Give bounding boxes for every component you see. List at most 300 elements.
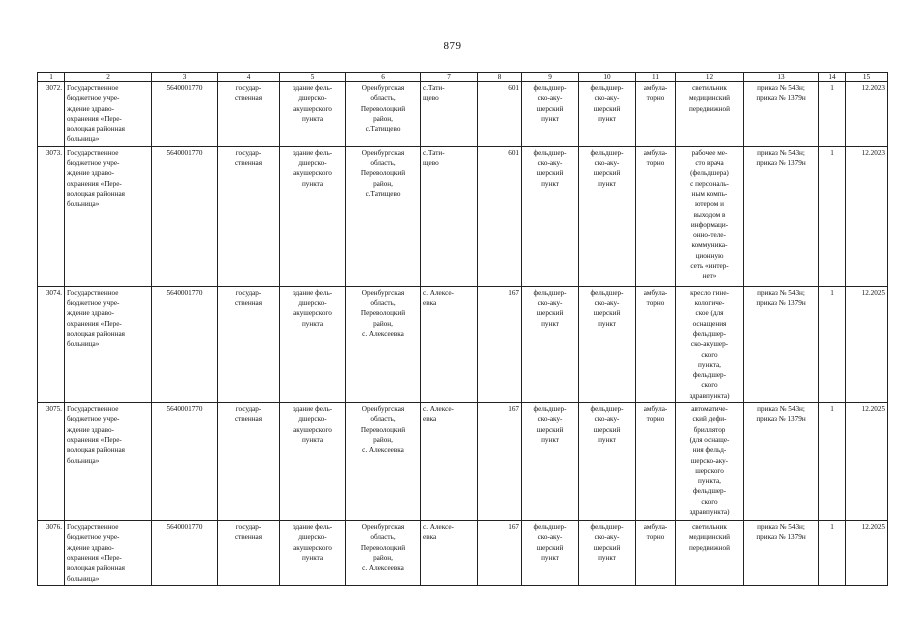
- table-cell: [522, 403, 579, 521]
- table-cell: [65, 521, 152, 586]
- cell-text: автоматиче-: [691, 405, 728, 414]
- cell-text: ждение здраво-: [67, 543, 114, 552]
- table-cell: [846, 82, 888, 147]
- column-number: 5: [280, 73, 346, 82]
- table-cell: [346, 286, 421, 402]
- cell-text: светильник: [692, 84, 727, 92]
- column-number: 15: [846, 73, 888, 82]
- table-cell: [522, 146, 579, 286]
- cell-text: Оренбургская: [361, 288, 405, 297]
- table-cell: [478, 521, 522, 586]
- cell-text: кресло гине-: [690, 288, 729, 297]
- cell-text: ско-аку-: [594, 415, 620, 424]
- cell-text: амбула-: [643, 84, 668, 92]
- cell-text: 601: [508, 148, 519, 157]
- table-cell: [65, 146, 152, 286]
- cell-text: Оренбургская: [361, 523, 405, 532]
- cell-text: пункт: [541, 553, 559, 562]
- table-cell: [579, 82, 636, 147]
- cell-text: Государственное: [67, 523, 119, 532]
- cell-text: (фельдшера): [690, 169, 729, 178]
- table-cell: [478, 403, 522, 521]
- cell-text: волоцкая районная: [67, 329, 125, 338]
- cell-text: шерский: [593, 543, 621, 552]
- cell-text: приказ № 543н;: [757, 148, 805, 157]
- cell-text: больница»: [67, 340, 100, 349]
- table-cell: [421, 82, 478, 147]
- cell-text: ственная: [234, 94, 263, 103]
- cell-text: охранения «Пере-: [67, 553, 122, 562]
- table-cell: [846, 403, 888, 521]
- cell-text: фельдшер-: [692, 371, 727, 380]
- table-row: [38, 82, 888, 147]
- cell-text: государ-: [235, 288, 262, 297]
- column-number: 12: [676, 73, 744, 82]
- cell-text: 167: [508, 288, 519, 297]
- cell-text: Переволоцкий: [360, 309, 406, 318]
- cell-text: 5640001770: [166, 148, 203, 157]
- cell-text: 167: [508, 405, 519, 414]
- table-cell: [579, 521, 636, 586]
- cell-text: фельдшер-: [533, 148, 567, 157]
- cell-text: Государственное: [67, 288, 119, 297]
- cell-text: государ-: [235, 148, 262, 157]
- cell-text: здание фель-: [292, 405, 333, 414]
- cell-text: приказ № 1379н: [756, 415, 806, 424]
- cell-text: торно: [646, 533, 665, 542]
- column-number: 7: [421, 73, 478, 82]
- cell-text: здание фель-: [292, 148, 333, 157]
- cell-text: с. Алексе-: [423, 405, 454, 414]
- cell-text: амбула-: [643, 288, 668, 297]
- cell-text: область,: [370, 533, 396, 542]
- cell-text: ское (для: [695, 309, 724, 318]
- cell-text: 3075.: [45, 405, 62, 414]
- cell-text: больница»: [67, 135, 100, 144]
- cell-text: район,: [373, 319, 393, 328]
- cell-text: 167: [508, 523, 519, 532]
- cell-text: ско-аку-: [537, 299, 563, 308]
- column-number: 13: [744, 73, 819, 82]
- cell-text: охранения «Пере-: [67, 319, 122, 328]
- cell-text: ско-аку-: [594, 299, 620, 308]
- cell-text: акушерского: [293, 104, 332, 113]
- cell-text: 12.2023: [861, 84, 885, 92]
- cell-text: 12.2025: [861, 288, 885, 297]
- cell-text: сеть «интер-: [690, 262, 729, 271]
- cell-text: бриллятор: [693, 425, 726, 434]
- table-cell: [65, 82, 152, 147]
- table-cell: [676, 286, 744, 402]
- cell-text: пункт: [598, 435, 616, 444]
- table-cell: [636, 403, 676, 521]
- table-cell: [636, 521, 676, 586]
- cell-text: 12.2025: [861, 405, 885, 414]
- cell-text: район,: [373, 179, 393, 188]
- cell-text: евка: [423, 533, 437, 542]
- column-number: 10: [579, 73, 636, 82]
- cell-text: волоцкая районная: [67, 125, 125, 134]
- cell-text: Государственное: [67, 84, 119, 92]
- table-cell: [152, 82, 218, 147]
- table-cell: [38, 146, 65, 286]
- cell-text: пункта,: [698, 477, 721, 486]
- table-cell: [744, 286, 819, 402]
- cell-text: 5640001770: [166, 405, 203, 414]
- table-cell: [421, 521, 478, 586]
- cell-text: Оренбургская: [361, 148, 405, 157]
- table-cell: [478, 286, 522, 402]
- cell-text: ско-аку-: [594, 159, 620, 168]
- cell-text: медицинский: [688, 94, 731, 103]
- table-cell: [152, 403, 218, 521]
- cell-text: 12.2023: [861, 148, 885, 157]
- cell-text: 1: [830, 84, 834, 92]
- cell-text: ния фельд-: [692, 446, 727, 455]
- cell-text: ждение здраво-: [67, 425, 114, 434]
- cell-text: медицинский: [688, 533, 731, 542]
- cell-text: пункта: [301, 435, 324, 444]
- table-cell: [819, 286, 846, 402]
- column-number: 9: [522, 73, 579, 82]
- cell-text: пункт: [541, 435, 559, 444]
- cell-text: ственная: [234, 415, 263, 424]
- cell-text: шерский: [536, 543, 564, 552]
- table-cell: [846, 521, 888, 586]
- cell-text: евка: [423, 299, 437, 308]
- cell-text: больница»: [67, 456, 100, 465]
- cell-text: фельдшер-: [590, 148, 624, 157]
- cell-text: 5640001770: [166, 288, 203, 297]
- table-cell: [218, 403, 280, 521]
- table-cell: [819, 82, 846, 147]
- cell-text: шерский: [593, 425, 621, 434]
- table-cell: [346, 403, 421, 521]
- table-cell: [152, 521, 218, 586]
- cell-text: шерский: [536, 169, 564, 178]
- page-number: 879: [443, 40, 462, 52]
- cell-text: ский дефи-: [692, 415, 727, 424]
- column-number: 8: [478, 73, 522, 82]
- cell-text: 1: [830, 405, 834, 414]
- table-cell: [744, 82, 819, 147]
- cell-text: 12.2025: [861, 523, 885, 532]
- cell-text: ско-аку-: [537, 415, 563, 424]
- cell-text: 3074.: [45, 288, 62, 297]
- cell-text: 3073.: [45, 148, 62, 157]
- cell-text: пункт: [541, 179, 559, 188]
- cell-text: с.Тати-: [423, 84, 445, 92]
- cell-text: больница»: [67, 200, 100, 209]
- table-cell: [152, 286, 218, 402]
- table-cell: [38, 403, 65, 521]
- table-cell: [280, 146, 346, 286]
- cell-text: 1: [830, 523, 834, 532]
- cell-text: бюджетное учре-: [67, 94, 120, 103]
- table-cell: [819, 403, 846, 521]
- cell-text: приказ № 1379н: [756, 159, 806, 168]
- table-cell: [38, 521, 65, 586]
- table-cell: [522, 82, 579, 147]
- table-cell: [218, 146, 280, 286]
- cell-text: 1: [830, 288, 834, 297]
- cell-text: онно-теле-: [693, 231, 726, 240]
- cell-text: шерского: [695, 466, 724, 475]
- cell-text: пункт: [598, 319, 616, 328]
- cell-text: шерский: [593, 309, 621, 318]
- table-cell: [744, 521, 819, 586]
- column-number: 1: [38, 73, 65, 82]
- table-row: [38, 146, 888, 286]
- table-cell: [65, 286, 152, 402]
- table-cell: [744, 403, 819, 521]
- table-row: [38, 403, 888, 521]
- cell-text: дшерско-: [298, 94, 327, 103]
- table-cell: [218, 286, 280, 402]
- table-cell: [421, 403, 478, 521]
- cell-text: приказ № 1379н: [756, 533, 806, 542]
- table-cell: [579, 286, 636, 402]
- cell-text: бюджетное учре-: [67, 415, 120, 424]
- cell-text: шерский: [536, 104, 564, 113]
- cell-text: фельдшер-: [533, 523, 567, 532]
- cell-text: Оренбургская: [361, 405, 405, 414]
- cell-text: бюджетное учре-: [67, 159, 120, 168]
- table-cell: [846, 286, 888, 402]
- cell-text: государ-: [235, 523, 262, 532]
- cell-text: акушерского: [293, 425, 332, 434]
- table-row: [38, 521, 888, 586]
- cell-text: ным компь-: [691, 189, 728, 198]
- cell-text: государ-: [235, 405, 262, 414]
- cell-text: район,: [373, 553, 393, 562]
- table-cell: [636, 286, 676, 402]
- cell-text: охранения «Пере-: [67, 114, 122, 123]
- table-cell: [152, 146, 218, 286]
- cell-text: дшерско-: [298, 533, 327, 542]
- cell-text: бюджетное учре-: [67, 299, 120, 308]
- cell-text: шерский: [536, 425, 564, 434]
- table-row: [38, 286, 888, 402]
- cell-text: пункта: [301, 114, 324, 123]
- cell-text: пункта,: [698, 360, 721, 369]
- cell-text: амбула-: [643, 523, 668, 532]
- cell-text: шерско-аку-: [690, 456, 729, 465]
- cell-text: 5640001770: [166, 523, 203, 532]
- column-number-row: [38, 73, 888, 82]
- cell-text: область,: [370, 299, 396, 308]
- table-cell: [819, 521, 846, 586]
- cell-text: здание фель-: [292, 523, 333, 532]
- cell-text: дшерско-: [298, 299, 327, 308]
- cell-text: ционную: [695, 251, 724, 260]
- cell-text: государ-: [235, 84, 262, 92]
- cell-text: (для оснаще-: [689, 435, 730, 444]
- cell-text: с.Татищево: [365, 125, 401, 134]
- cell-text: акушерского: [293, 543, 332, 552]
- cell-text: область,: [370, 415, 396, 424]
- cell-text: акушерского: [293, 309, 332, 318]
- cell-text: Оренбургская: [361, 84, 405, 92]
- cell-text: пункт: [598, 179, 616, 188]
- table-cell: [218, 521, 280, 586]
- cell-text: пункта: [301, 553, 324, 562]
- table-cell: [846, 146, 888, 286]
- cell-text: фельдшер-: [533, 288, 567, 297]
- column-number: 3: [152, 73, 218, 82]
- cell-text: ского: [701, 381, 718, 390]
- cell-text: приказ № 543н;: [757, 84, 805, 92]
- cell-text: область,: [370, 159, 396, 168]
- register-table: [37, 72, 888, 586]
- cell-text: приказ № 1379н: [756, 94, 806, 103]
- cell-text: Переволоцкий: [360, 104, 406, 113]
- cell-text: торно: [646, 415, 665, 424]
- cell-text: пункт: [541, 114, 559, 123]
- cell-text: 601: [508, 84, 519, 92]
- cell-text: фельдшер-: [590, 405, 624, 414]
- cell-text: район,: [373, 114, 393, 123]
- cell-text: амбула-: [643, 148, 668, 157]
- cell-text: нет»: [702, 272, 717, 281]
- cell-text: с. Алексе-: [423, 523, 454, 532]
- table-cell: [676, 146, 744, 286]
- column-number: 6: [346, 73, 421, 82]
- cell-text: пункт: [598, 114, 616, 123]
- table-cell: [744, 146, 819, 286]
- cell-text: фельдшер-: [590, 523, 624, 532]
- cell-text: ско-аку-: [537, 159, 563, 168]
- table-cell: [579, 146, 636, 286]
- cell-text: волоцкая районная: [67, 446, 125, 455]
- cell-text: ско-аку-: [537, 94, 563, 103]
- table-cell: [522, 521, 579, 586]
- table-cell: [38, 286, 65, 402]
- cell-text: охранения «Пере-: [67, 179, 122, 188]
- cell-text: ждение здраво-: [67, 169, 114, 178]
- table-cell: [522, 286, 579, 402]
- cell-text: ютером и: [695, 200, 724, 209]
- cell-text: бюджетное учре-: [67, 533, 120, 542]
- cell-text: ственная: [234, 159, 263, 168]
- cell-text: волоцкая районная: [67, 189, 125, 198]
- table-cell: [478, 82, 522, 147]
- cell-text: рабочее ме-: [691, 148, 728, 157]
- table-cell: [676, 521, 744, 586]
- table-cell: [346, 82, 421, 147]
- cell-text: больница»: [67, 574, 100, 583]
- cell-text: ского: [701, 497, 718, 506]
- table-cell: [421, 146, 478, 286]
- cell-text: с.Татищево: [365, 189, 401, 198]
- cell-text: 3072.: [45, 84, 62, 92]
- cell-text: с. Алексе-: [423, 288, 454, 297]
- cell-text: приказ № 543н;: [757, 405, 805, 414]
- cell-text: 1: [830, 148, 834, 157]
- cell-text: район,: [373, 435, 393, 444]
- table-cell: [819, 146, 846, 286]
- cell-text: дшерско-: [298, 159, 327, 168]
- cell-text: с.Тати-: [423, 148, 445, 157]
- cell-text: фельдшер-: [533, 84, 567, 92]
- cell-text: шерский: [536, 309, 564, 318]
- table-cell: [676, 82, 744, 147]
- cell-text: выходом в: [693, 210, 726, 219]
- table-cell: [579, 403, 636, 521]
- cell-text: шерский: [593, 169, 621, 178]
- cell-text: здравпункта): [689, 508, 730, 517]
- column-number: 2: [65, 73, 152, 82]
- cell-text: передвижной: [689, 104, 730, 113]
- column-number: 11: [636, 73, 676, 82]
- cell-text: ждение здраво-: [67, 104, 114, 113]
- cell-text: щево: [423, 94, 439, 103]
- cell-text: ско-аку-: [594, 94, 620, 103]
- cell-text: охранения «Пере-: [67, 435, 122, 444]
- table-cell: [280, 82, 346, 147]
- table-cell: [280, 286, 346, 402]
- cell-text: пункт: [541, 319, 559, 328]
- cell-text: оснащения: [692, 319, 727, 328]
- cell-text: с. Алексеевка: [362, 446, 404, 455]
- table-cell: [636, 82, 676, 147]
- table-cell: [346, 146, 421, 286]
- cell-text: приказ № 543н;: [757, 288, 805, 297]
- cell-text: щево: [423, 159, 439, 168]
- cell-text: 3076.: [45, 523, 62, 532]
- cell-text: волоцкая районная: [67, 564, 125, 573]
- cell-text: фельдшер-: [533, 405, 567, 414]
- cell-text: евка: [423, 415, 437, 424]
- cell-text: Переволоцкий: [360, 169, 406, 178]
- cell-text: здравпункта): [689, 391, 730, 400]
- cell-text: фельдшер-: [590, 288, 624, 297]
- cell-text: ско-аку-: [594, 533, 620, 542]
- cell-text: Переволоцкий: [360, 425, 406, 434]
- cell-text: дшерско-: [298, 415, 327, 424]
- cell-text: фельдшер-: [590, 84, 624, 92]
- table-cell: [636, 146, 676, 286]
- table-cell: [65, 403, 152, 521]
- column-number: 4: [218, 73, 280, 82]
- cell-text: Переволоцкий: [360, 543, 406, 552]
- cell-text: здание фель-: [292, 84, 333, 92]
- table-cell: [218, 82, 280, 147]
- cell-text: ского: [701, 350, 718, 359]
- cell-text: торно: [646, 299, 665, 308]
- cell-text: здание фель-: [292, 288, 333, 297]
- cell-text: передвижной: [689, 543, 730, 552]
- cell-text: торно: [646, 159, 665, 168]
- cell-text: кологиче-: [694, 299, 725, 308]
- cell-text: ждение здраво-: [67, 309, 114, 318]
- cell-text: акушерского: [293, 169, 332, 178]
- cell-text: шерский: [593, 104, 621, 113]
- cell-text: сто врача: [695, 159, 724, 168]
- cell-text: с. Алексеевка: [362, 329, 404, 338]
- cell-text: фельдшер-: [692, 487, 727, 496]
- cell-text: торно: [646, 94, 665, 103]
- table-cell: [478, 146, 522, 286]
- cell-text: область,: [370, 94, 396, 103]
- table-cell: [280, 521, 346, 586]
- cell-text: с персональ-: [690, 179, 729, 188]
- table-cell: [280, 403, 346, 521]
- cell-text: ственная: [234, 299, 263, 308]
- table-cell: [346, 521, 421, 586]
- cell-text: приказ № 543н;: [757, 523, 805, 532]
- table-cell: [676, 403, 744, 521]
